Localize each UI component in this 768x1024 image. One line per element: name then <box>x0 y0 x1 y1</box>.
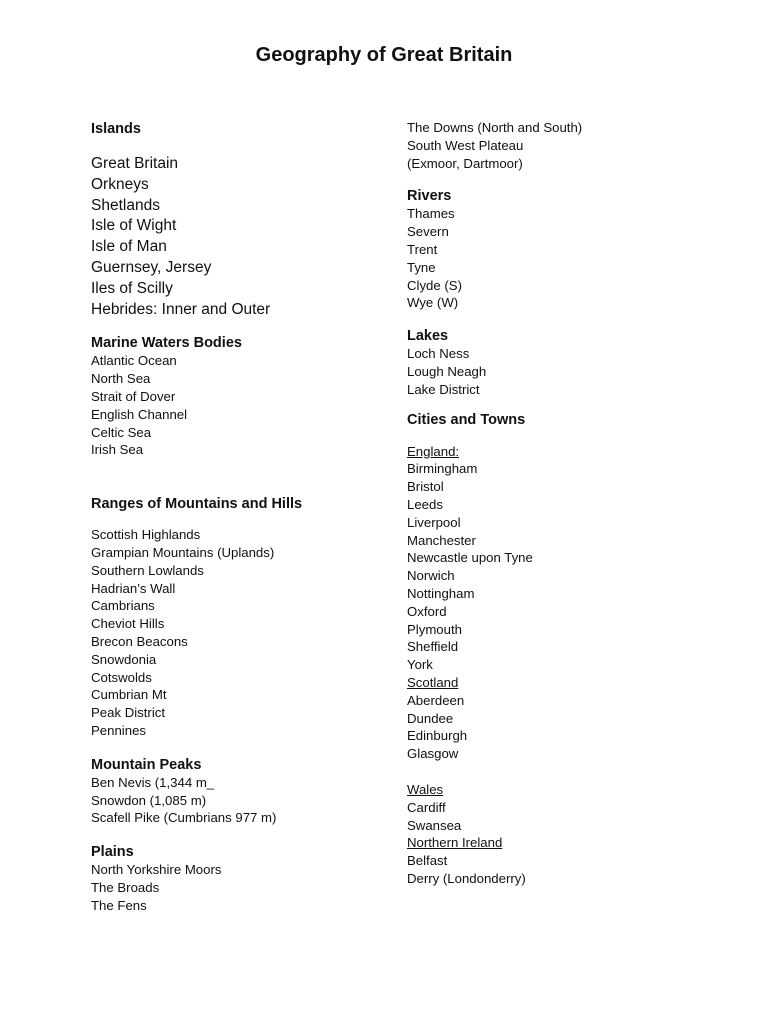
city-item: Dundee <box>407 710 454 726</box>
city-item: Swansea <box>407 817 462 833</box>
city-item: Oxford <box>407 603 447 619</box>
england-cities <box>407 460 737 674</box>
city-item: Glasgow <box>407 746 459 762</box>
range-item: Snowdonia <box>91 651 157 667</box>
city-item: Birmingham <box>407 461 478 477</box>
city-item: Sheffield <box>407 639 459 655</box>
scotland-list <box>407 674 737 692</box>
range-item: Cumbrian Mt <box>91 687 167 703</box>
range-item: Scottish Highlands <box>91 527 201 543</box>
city-item: Manchester <box>407 532 476 548</box>
city-item: Edinburgh <box>407 728 468 744</box>
range-item: Pennines <box>91 722 146 738</box>
plain-item: South West Plateau <box>407 137 524 153</box>
city-item: Derry (Londonderry) <box>407 870 526 886</box>
page-title: Geography of Great Britain <box>255 44 513 66</box>
island-item: Hebrides: Inner and Outer <box>91 300 271 318</box>
city-item: Leeds <box>407 496 443 512</box>
island-item: Great Britain <box>91 155 179 172</box>
city-item: Aberdeen <box>407 692 465 708</box>
peaks-heading: Mountain Peaks <box>91 756 202 773</box>
island-item: Guernsey, Jersey <box>91 258 212 276</box>
river-item: Severn <box>407 224 449 240</box>
scotland-cities <box>407 692 737 763</box>
peak-item: Scafell Pike (Cumbrians 977 m) <box>91 810 277 826</box>
marine-item: Strait of Dover <box>91 388 176 404</box>
wales-list <box>407 781 737 799</box>
city-item: Bristol <box>407 479 444 495</box>
plain-item: The Fens <box>91 897 147 913</box>
northern-ireland-list <box>407 834 737 852</box>
peaks-list <box>91 774 421 827</box>
plain-item: North Yorkshire Moors <box>91 862 222 878</box>
northern-ireland-cities <box>407 852 737 888</box>
northern-ireland-label: Northern Ireland <box>407 835 503 851</box>
scotland-label: Scotland <box>407 674 459 690</box>
city-item: Norwich <box>407 568 455 584</box>
islands-list <box>91 154 421 320</box>
range-item: Cheviot Hills <box>91 616 165 632</box>
lake-item: Lake District <box>407 381 480 397</box>
range-item: Brecon Beacons <box>91 633 188 649</box>
plains-list <box>91 861 421 914</box>
city-item: Belfast <box>407 853 448 869</box>
lakes-list <box>407 345 737 398</box>
island-item: Isle of Man <box>91 238 167 256</box>
marine-item: Irish Sea <box>91 442 144 458</box>
range-item: Southern Lowlands <box>91 562 204 578</box>
rivers-list <box>407 205 737 312</box>
river-item: Clyde (S) <box>407 277 462 293</box>
range-item: Cotswolds <box>91 669 152 685</box>
city-item: Newcastle upon Tyne <box>407 550 533 566</box>
city-item: Cardiff <box>407 799 446 815</box>
city-item: Nottingham <box>407 585 475 601</box>
lake-item: Loch Ness <box>407 346 470 362</box>
marine-item: English Channel <box>91 406 188 422</box>
plain-item: The Downs (North and South) <box>407 120 583 135</box>
city-item: York <box>407 657 433 673</box>
marine-heading: Marine Waters Bodies <box>91 335 242 352</box>
city-item: Plymouth <box>407 621 462 637</box>
peak-item: Ben Nevis (1,344 m_ <box>91 774 215 790</box>
england-label: England: <box>407 443 460 459</box>
river-item: Thames <box>407 206 455 222</box>
island-item: Orkneys <box>91 175 149 193</box>
marine-item: Atlantic Ocean <box>91 353 177 369</box>
right-column <box>407 119 737 888</box>
wales-label: Wales <box>407 781 444 797</box>
range-item: Grampian Mountains (Uplands) <box>91 544 275 560</box>
left-column <box>91 120 421 915</box>
rivers-heading: Rivers <box>407 188 452 205</box>
plain-item: The Broads <box>91 879 160 895</box>
island-item: Shetlands <box>91 196 160 214</box>
lake-item: Lough Neagh <box>407 363 487 379</box>
range-item: Hadrian’s Wall <box>91 580 176 596</box>
range-item: Peak District <box>91 705 166 721</box>
ranges-list <box>91 526 421 740</box>
range-item: Cambrians <box>91 598 155 614</box>
river-item: Trent <box>407 241 438 257</box>
england-list <box>407 443 737 461</box>
marine-item: North Sea <box>91 371 151 387</box>
plains-heading: Plains <box>91 844 134 861</box>
cities-heading: Cities and Towns <box>407 411 526 428</box>
river-item: Wye (W) <box>407 295 459 311</box>
marine-item: Celtic Sea <box>91 424 152 440</box>
plain-item: (Exmoor, Dartmoor) <box>407 155 523 171</box>
peak-item: Snowdon (1,085 m) <box>91 792 207 808</box>
marine-list <box>91 352 421 459</box>
lakes-heading: Lakes <box>407 328 449 345</box>
river-item: Tyne <box>407 259 436 275</box>
islands-heading: Islands <box>91 121 141 137</box>
island-item: Iles of Scilly <box>91 279 173 297</box>
city-item: Liverpool <box>407 514 461 530</box>
plains-continued-list <box>407 119 737 172</box>
wales-cities <box>407 799 737 835</box>
ranges-heading: Ranges of Mountains and Hills <box>91 496 303 513</box>
island-item: Isle of Wight <box>91 217 177 235</box>
